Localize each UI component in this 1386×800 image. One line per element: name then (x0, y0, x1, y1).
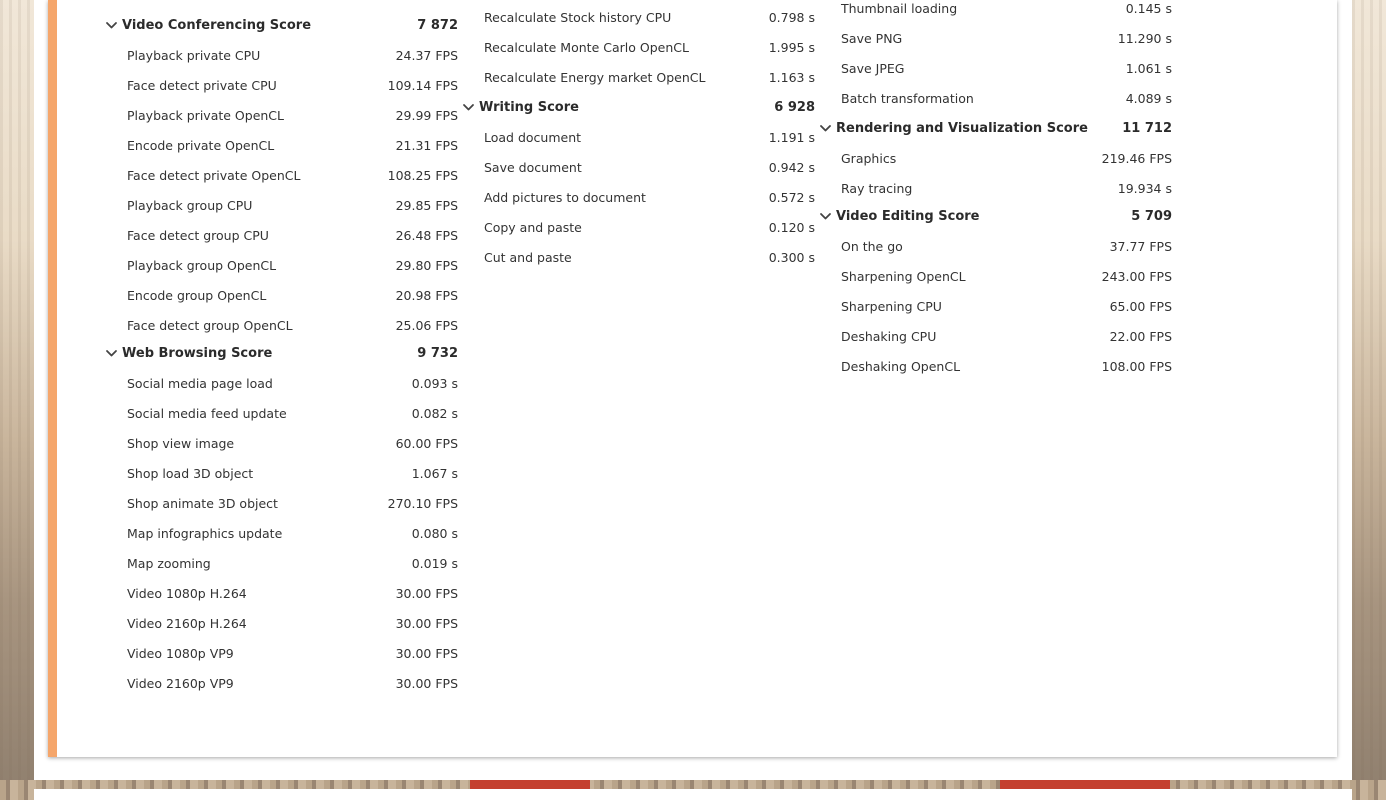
result-row (103, 256, 458, 276)
result-value: 270.10 FPS (387, 496, 458, 511)
section-title: Web Browsing Score (122, 346, 273, 361)
section-score: 7 872 (417, 18, 458, 33)
result-label: Map zooming (127, 556, 211, 571)
result-row (817, 29, 1172, 49)
result-label: Shop load 3D object (127, 466, 254, 481)
result-label: Deshaking CPU (841, 329, 937, 344)
result-label: Batch transformation (841, 91, 974, 106)
result-row (460, 158, 815, 178)
result-label: On the go (841, 239, 903, 254)
benchmark-results-panel (48, 0, 1337, 757)
section-score: 5 709 (1131, 209, 1172, 224)
result-row (103, 524, 458, 544)
result-label: Face detect private OpenCL (127, 168, 301, 183)
section-title: Video Conferencing Score (122, 18, 312, 33)
result-value: 0.080 s (411, 526, 458, 541)
result-label: Video 2160p H.264 (127, 616, 247, 631)
result-label: Face detect private CPU (127, 78, 277, 93)
result-label: Save JPEG (841, 61, 905, 76)
result-value: 24.37 FPS (395, 48, 458, 63)
result-row (817, 327, 1172, 347)
result-label: Save document (484, 160, 582, 175)
result-row (103, 226, 458, 246)
result-row (460, 128, 815, 148)
result-row (103, 316, 458, 336)
result-row (103, 614, 458, 634)
result-label: Encode group OpenCL (127, 288, 267, 303)
result-label: Recalculate Monte Carlo OpenCL (484, 40, 689, 55)
result-value: 1.067 s (411, 466, 458, 481)
result-value: 0.798 s (768, 10, 815, 25)
result-value: 19.934 s (1117, 181, 1172, 196)
result-row (103, 76, 458, 96)
result-label: Ray tracing (841, 181, 913, 196)
section-header-rendering-and-visualization-score[interactable] (817, 119, 1172, 139)
result-value: 26.48 FPS (395, 228, 458, 243)
result-row (103, 46, 458, 66)
result-label: Social media feed update (127, 406, 287, 421)
result-value: 25.06 FPS (395, 318, 458, 333)
chevron-down-icon[interactable] (105, 19, 118, 32)
section-title: Rendering and Visualization Score (836, 121, 1088, 136)
result-value: 30.00 FPS (395, 676, 458, 691)
result-label: Cut and paste (484, 250, 572, 265)
result-label: Playback group CPU (127, 198, 253, 213)
background-photo-left (0, 0, 34, 800)
result-value: 21.31 FPS (395, 138, 458, 153)
result-row (817, 149, 1172, 169)
result-value: 108.00 FPS (1101, 359, 1172, 374)
result-label: Add pictures to document (484, 190, 646, 205)
result-label: Face detect group CPU (127, 228, 269, 243)
result-label: Thumbnail loading (841, 1, 958, 16)
result-label: Recalculate Stock history CPU (484, 10, 672, 25)
result-value: 37.77 FPS (1109, 239, 1172, 254)
result-row (817, 179, 1172, 199)
result-label: Recalculate Energy market OpenCL (484, 70, 706, 85)
result-label: Copy and paste (484, 220, 582, 235)
result-label: Load document (484, 130, 582, 145)
result-row (460, 68, 815, 88)
result-label: Save PNG (841, 31, 903, 46)
result-row (103, 464, 458, 484)
section-title: Video Editing Score (836, 209, 980, 224)
result-row (460, 38, 815, 58)
result-value: 30.00 FPS (395, 646, 458, 661)
result-row (103, 494, 458, 514)
result-row (817, 357, 1172, 377)
result-row (460, 248, 815, 268)
result-value: 11.290 s (1117, 31, 1172, 46)
result-label: Encode private OpenCL (127, 138, 275, 153)
result-row (103, 166, 458, 186)
result-row (103, 286, 458, 306)
next-panel-edge (34, 789, 1352, 800)
section-header-video-editing-score[interactable] (817, 207, 1172, 227)
result-row (817, 59, 1172, 79)
section-title: Writing Score (479, 100, 579, 115)
result-label: Video 1080p H.264 (127, 586, 247, 601)
result-value: 20.98 FPS (395, 288, 458, 303)
result-row (103, 374, 458, 394)
result-label: Shop animate 3D object (127, 496, 278, 511)
result-value: 0.145 s (1125, 1, 1172, 16)
result-value: 0.120 s (768, 220, 815, 235)
result-label: Face detect group OpenCL (127, 318, 293, 333)
result-row (103, 674, 458, 694)
result-label: Playback private CPU (127, 48, 261, 63)
section-header-video-conferencing-score[interactable] (103, 16, 458, 36)
section-score: 6 928 (774, 100, 815, 115)
result-value: 65.00 FPS (1109, 299, 1172, 314)
result-label: Video 1080p VP9 (127, 646, 234, 661)
result-value: 0.572 s (768, 190, 815, 205)
result-value: 29.99 FPS (395, 108, 458, 123)
result-row (817, 237, 1172, 257)
result-label: Video 2160p VP9 (127, 676, 234, 691)
chevron-down-icon[interactable] (105, 347, 118, 360)
section-header-writing-score[interactable] (460, 98, 815, 118)
result-row (460, 8, 815, 28)
result-label: Sharpening OpenCL (841, 269, 966, 284)
result-value: 29.80 FPS (395, 258, 458, 273)
result-label: Graphics (841, 151, 897, 166)
result-row (460, 188, 815, 208)
section-score: 9 732 (417, 346, 458, 361)
chevron-down-icon[interactable] (819, 210, 832, 223)
result-row (817, 297, 1172, 317)
chevron-down-icon[interactable] (462, 101, 475, 114)
result-value: 60.00 FPS (395, 436, 458, 451)
result-value: 30.00 FPS (395, 586, 458, 601)
result-value: 0.082 s (411, 406, 458, 421)
chevron-down-icon[interactable] (819, 122, 832, 135)
result-row (103, 584, 458, 604)
result-value: 0.300 s (768, 250, 815, 265)
result-value: 1.061 s (1125, 61, 1172, 76)
result-value: 108.25 FPS (387, 168, 458, 183)
result-label: Deshaking OpenCL (841, 359, 961, 374)
result-row (103, 434, 458, 454)
result-label: Sharpening CPU (841, 299, 942, 314)
result-value: 219.46 FPS (1101, 151, 1172, 166)
background-photo-right (1352, 0, 1386, 800)
result-value: 4.089 s (1125, 91, 1172, 106)
result-value: 109.14 FPS (387, 78, 458, 93)
result-row (817, 0, 1172, 19)
result-row (103, 554, 458, 574)
result-label: Playback private OpenCL (127, 108, 284, 123)
result-label: Map infographics update (127, 526, 283, 541)
result-row (103, 136, 458, 156)
section-score: 11 712 (1122, 121, 1172, 136)
result-row (103, 196, 458, 216)
result-value: 1.163 s (768, 70, 815, 85)
result-value: 1.995 s (768, 40, 815, 55)
result-row (103, 644, 458, 664)
result-value: 243.00 FPS (1101, 269, 1172, 284)
section-header-web-browsing-score[interactable] (103, 344, 458, 364)
result-row (103, 404, 458, 424)
result-value: 0.942 s (768, 160, 815, 175)
result-value: 29.85 FPS (395, 198, 458, 213)
result-label: Social media page load (127, 376, 273, 391)
result-label: Shop view image (127, 436, 235, 451)
result-label: Playback group OpenCL (127, 258, 277, 273)
accent-bar (48, 0, 57, 757)
result-row (817, 267, 1172, 287)
result-row (817, 89, 1172, 109)
result-value: 0.093 s (411, 376, 458, 391)
result-value: 22.00 FPS (1109, 329, 1172, 344)
result-value: 0.019 s (411, 556, 458, 571)
result-value: 30.00 FPS (395, 616, 458, 631)
result-row (103, 106, 458, 126)
result-row (460, 218, 815, 238)
result-value: 1.191 s (768, 130, 815, 145)
